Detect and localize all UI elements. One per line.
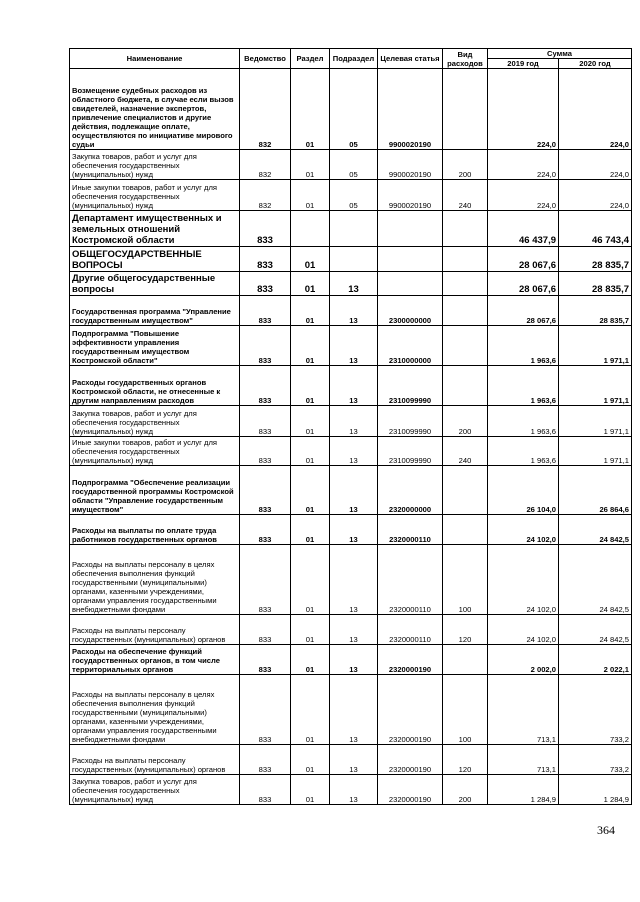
cell-v2020: 24 842,5 — [559, 515, 632, 545]
cell-name: Подпрограмма "Обеспечение реализации государственной программы Костромской области "Управление государственным имуществом" — [70, 466, 240, 515]
header-subsection: Подраздел — [330, 49, 378, 69]
cell-name: Расходы на выплаты персоналу государственных (муниципальных) органов — [70, 745, 240, 775]
table-row — [70, 515, 632, 545]
cell-type: 120 — [443, 615, 488, 645]
header-section: Раздел — [291, 49, 330, 69]
header-sum: Сумма — [488, 49, 632, 59]
cell-dept: 833 — [240, 211, 291, 247]
cell-sec: 01 — [291, 545, 330, 615]
cell-name: ОБЩЕГОСУДАРСТВЕННЫЕ ВОПРОСЫ — [70, 247, 240, 272]
cell-target: 2320000000 — [378, 466, 443, 515]
table-row — [70, 545, 632, 615]
cell-sec: 01 — [291, 69, 330, 150]
cell-v2019: 26 104,0 — [488, 466, 559, 515]
cell-dept: 833 — [240, 645, 291, 675]
cell-name: Расходы на выплаты по оплате труда работников государственных органов — [70, 515, 240, 545]
cell-sub: 13 — [330, 437, 378, 466]
cell-dept: 833 — [240, 775, 291, 805]
cell-sec: 01 — [291, 466, 330, 515]
table-row — [70, 437, 632, 466]
cell-v2019: 1 963,6 — [488, 437, 559, 466]
cell-target: 2320000110 — [378, 615, 443, 645]
cell-dept: 833 — [240, 515, 291, 545]
cell-type: 120 — [443, 745, 488, 775]
cell-type — [443, 645, 488, 675]
cell-v2020: 28 835,7 — [559, 247, 632, 272]
cell-name: Закупка товаров, работ и услуг для обеспечения государственных (муниципальных) нужд — [70, 775, 240, 805]
cell-v2020: 224,0 — [559, 69, 632, 150]
cell-v2019: 28 067,6 — [488, 247, 559, 272]
cell-type — [443, 211, 488, 247]
cell-dept: 833 — [240, 466, 291, 515]
cell-target: 9900020190 — [378, 69, 443, 150]
cell-name: Другие общегосударственные вопросы — [70, 272, 240, 296]
table-body — [70, 69, 632, 805]
cell-type: 100 — [443, 675, 488, 745]
cell-v2020: 1 971,1 — [559, 366, 632, 406]
cell-type: 200 — [443, 406, 488, 437]
header-year-2020: 2020 год — [559, 59, 632, 69]
cell-sub: 13 — [330, 775, 378, 805]
cell-v2020: 1 971,1 — [559, 406, 632, 437]
cell-v2020: 733,2 — [559, 745, 632, 775]
cell-target: 2320000190 — [378, 645, 443, 675]
cell-type — [443, 326, 488, 366]
cell-sub: 13 — [330, 296, 378, 326]
cell-v2020: 224,0 — [559, 180, 632, 211]
header-name: Наименование — [70, 49, 240, 69]
cell-type — [443, 69, 488, 150]
table-row — [70, 775, 632, 805]
cell-v2019: 28 067,6 — [488, 296, 559, 326]
cell-v2019: 1 284,9 — [488, 775, 559, 805]
cell-type — [443, 272, 488, 296]
cell-sub: 13 — [330, 675, 378, 745]
cell-target: 2310099990 — [378, 437, 443, 466]
table-row — [70, 406, 632, 437]
cell-sub — [330, 247, 378, 272]
cell-name: Подпрограмма "Повышение эффективности управления государственным имуществом Костромской области" — [70, 326, 240, 366]
cell-sub: 13 — [330, 745, 378, 775]
table-row — [70, 180, 632, 211]
cell-sec: 01 — [291, 615, 330, 645]
cell-v2020: 26 864,6 — [559, 466, 632, 515]
cell-sub: 13 — [330, 545, 378, 615]
cell-type — [443, 515, 488, 545]
cell-sec: 01 — [291, 745, 330, 775]
cell-dept: 833 — [240, 745, 291, 775]
cell-v2019: 224,0 — [488, 180, 559, 211]
cell-v2019: 24 102,0 — [488, 615, 559, 645]
cell-v2020: 1 284,9 — [559, 775, 632, 805]
table-row — [70, 272, 632, 296]
cell-name: Иные закупки товаров, работ и услуг для обеспечения государственных (муниципальных) нужд — [70, 437, 240, 466]
cell-sub: 13 — [330, 515, 378, 545]
cell-v2019: 1 963,6 — [488, 326, 559, 366]
table-row — [70, 247, 632, 272]
cell-name: Расходы государственных органов Костромской области, не отнесенные к другим направлениям расходов — [70, 366, 240, 406]
cell-v2020: 733,2 — [559, 675, 632, 745]
table-row — [70, 645, 632, 675]
cell-target: 2300000000 — [378, 296, 443, 326]
cell-sec: 01 — [291, 406, 330, 437]
cell-sec: 01 — [291, 150, 330, 180]
header-target: Целевая статья — [378, 49, 443, 69]
cell-v2019: 24 102,0 — [488, 515, 559, 545]
cell-type — [443, 247, 488, 272]
table-row — [70, 466, 632, 515]
cell-v2020: 24 842,5 — [559, 615, 632, 645]
cell-v2019: 1 963,6 — [488, 366, 559, 406]
cell-sec: 01 — [291, 645, 330, 675]
cell-target: 2320000190 — [378, 675, 443, 745]
cell-dept: 833 — [240, 247, 291, 272]
cell-type — [443, 466, 488, 515]
cell-sec: 01 — [291, 437, 330, 466]
table-row — [70, 211, 632, 247]
cell-dept: 833 — [240, 326, 291, 366]
table-row — [70, 296, 632, 326]
cell-target: 2320000190 — [378, 745, 443, 775]
cell-dept: 833 — [240, 272, 291, 296]
cell-sec — [291, 211, 330, 247]
cell-v2019: 1 963,6 — [488, 406, 559, 437]
cell-sub: 13 — [330, 366, 378, 406]
cell-sub: 13 — [330, 326, 378, 366]
cell-target — [378, 247, 443, 272]
cell-dept: 833 — [240, 406, 291, 437]
page-number: 364 — [597, 823, 615, 837]
cell-sec: 01 — [291, 675, 330, 745]
header-year-2019: 2019 год — [488, 59, 559, 69]
cell-target: 9900020190 — [378, 150, 443, 180]
cell-target — [378, 272, 443, 296]
cell-sub: 13 — [330, 615, 378, 645]
table-row — [70, 615, 632, 645]
table-row — [70, 326, 632, 366]
cell-v2019: 713,1 — [488, 675, 559, 745]
cell-v2020: 46 743,4 — [559, 211, 632, 247]
cell-v2020: 1 971,1 — [559, 437, 632, 466]
cell-v2019: 224,0 — [488, 150, 559, 180]
cell-sec: 01 — [291, 775, 330, 805]
cell-type: 240 — [443, 180, 488, 211]
cell-target: 2310099990 — [378, 406, 443, 437]
cell-sub — [330, 211, 378, 247]
cell-type: 200 — [443, 775, 488, 805]
cell-name: Расходы на выплаты персоналу в целях обеспечения выполнения функций государственными (муниципальными) органами, казенными учреждениями, органами управления государственными внебюджетными фондами — [70, 675, 240, 745]
cell-dept: 833 — [240, 437, 291, 466]
cell-sub: 13 — [330, 406, 378, 437]
cell-sub: 13 — [330, 466, 378, 515]
cell-target: 2310099990 — [378, 366, 443, 406]
cell-v2019: 224,0 — [488, 69, 559, 150]
cell-v2020: 24 842,5 — [559, 545, 632, 615]
cell-sub: 13 — [330, 645, 378, 675]
cell-v2019: 28 067,6 — [488, 272, 559, 296]
header-dept: Ведомство — [240, 49, 291, 69]
cell-name: Расходы на выплаты персоналу в целях обеспечения выполнения функций государственными (муниципальными) органами, казенными учреждениями, органами управления государственными внебюджетными фондами — [70, 545, 240, 615]
cell-type — [443, 366, 488, 406]
cell-type: 200 — [443, 150, 488, 180]
cell-v2019: 713,1 — [488, 745, 559, 775]
cell-v2019: 24 102,0 — [488, 545, 559, 615]
cell-target: 2310000000 — [378, 326, 443, 366]
cell-dept: 832 — [240, 69, 291, 150]
cell-dept: 832 — [240, 150, 291, 180]
cell-v2020: 224,0 — [559, 150, 632, 180]
cell-name: Расходы на выплаты персоналу государственных (муниципальных) органов — [70, 615, 240, 645]
cell-name: Возмещение судебных расходов из областного бюджета, в случае если вызов свидетелей, назначение экспертов, привлечение специалистов и другие действия, подлежащие оплате, осуществляются по инициативе мирового судьи — [70, 69, 240, 150]
cell-sec: 01 — [291, 272, 330, 296]
table-row — [70, 745, 632, 775]
cell-dept: 833 — [240, 675, 291, 745]
cell-sec: 01 — [291, 180, 330, 211]
cell-target: 9900020190 — [378, 180, 443, 211]
cell-sec: 01 — [291, 515, 330, 545]
cell-target — [378, 211, 443, 247]
cell-dept: 833 — [240, 615, 291, 645]
cell-sub: 05 — [330, 150, 378, 180]
cell-target: 2320000110 — [378, 545, 443, 615]
cell-target: 2320000110 — [378, 515, 443, 545]
cell-v2019: 46 437,9 — [488, 211, 559, 247]
cell-type: 100 — [443, 545, 488, 615]
table-row — [70, 675, 632, 745]
cell-dept: 833 — [240, 366, 291, 406]
cell-dept: 833 — [240, 545, 291, 615]
table-row — [70, 366, 632, 406]
cell-v2020: 2 022,1 — [559, 645, 632, 675]
cell-sec: 01 — [291, 296, 330, 326]
cell-sec: 01 — [291, 326, 330, 366]
cell-v2019: 2 002,0 — [488, 645, 559, 675]
cell-name: Закупка товаров, работ и услуг для обеспечения государственных (муниципальных) нужд — [70, 150, 240, 180]
cell-sub: 05 — [330, 69, 378, 150]
cell-name: Департамент имущественных и земельных отношений Костромской области — [70, 211, 240, 247]
cell-name: Расходы на обеспечение функций государственных органов, в том числе территориальных органов — [70, 645, 240, 675]
budget-table — [69, 48, 632, 805]
cell-dept: 833 — [240, 296, 291, 326]
cell-sub: 13 — [330, 272, 378, 296]
cell-v2020: 28 835,7 — [559, 272, 632, 296]
header-type: Вид расходов — [443, 49, 488, 69]
cell-v2020: 1 971,1 — [559, 326, 632, 366]
table-row — [70, 69, 632, 150]
cell-name: Государственная программа "Управление государственным имуществом" — [70, 296, 240, 326]
cell-name: Иные закупки товаров, работ и услуг для обеспечения государственных (муниципальных) нужд — [70, 180, 240, 211]
cell-type — [443, 296, 488, 326]
cell-v2020: 28 835,7 — [559, 296, 632, 326]
cell-sec: 01 — [291, 247, 330, 272]
cell-type: 240 — [443, 437, 488, 466]
cell-sec: 01 — [291, 366, 330, 406]
cell-sub: 05 — [330, 180, 378, 211]
cell-dept: 832 — [240, 180, 291, 211]
cell-name: Закупка товаров, работ и услуг для обеспечения государственных (муниципальных) нужд — [70, 406, 240, 437]
cell-target: 2320000190 — [378, 775, 443, 805]
table-row — [70, 150, 632, 180]
